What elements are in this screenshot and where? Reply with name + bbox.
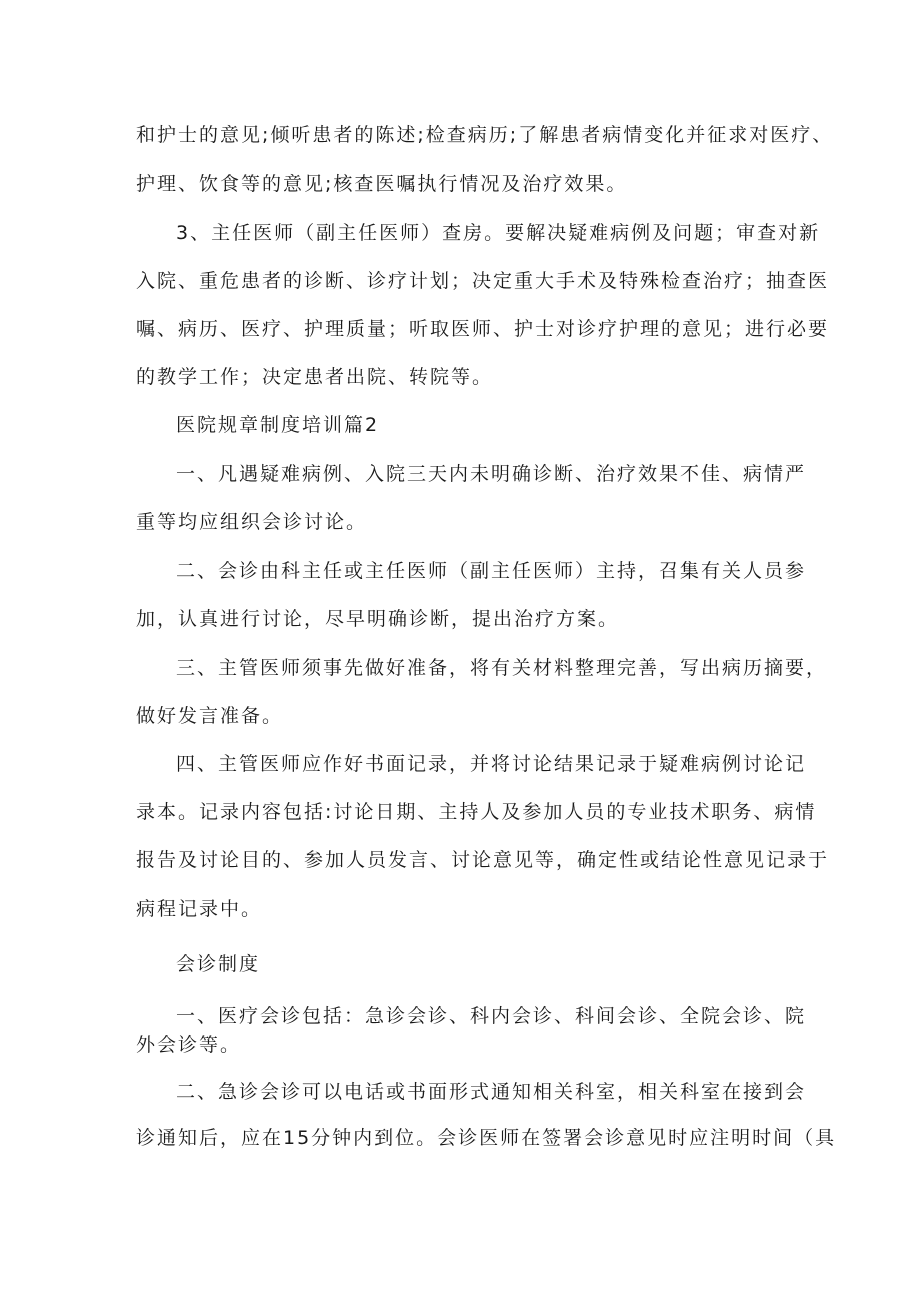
text-line: 二、急诊会诊可以电话或书面形式通知相关科室，相关科室在接到会 <box>176 1081 807 1103</box>
text-line: 录本。记录内容包括:讨论日期、主持人及参加人员的专业技术职务、病情 <box>136 801 817 823</box>
text-line: 护理、饮食等的意见;核查医嘱执行情况及治疗效果。 <box>136 173 628 195</box>
text-line: 重等均应组织会诊讨论。 <box>136 511 368 533</box>
section-heading: 医院规章制度培训篇2 <box>176 414 380 436</box>
text-line: 外会诊等。 <box>136 1034 242 1056</box>
text-line: 嘱、病历、医疗、护理质量；听取医师、护士对诊疗护理的意见；进行必要 <box>136 318 830 340</box>
text-line: 和护士的意见;倾听患者的陈述;检查病历;了解患者病情变化并征求对医疗、 <box>136 124 834 146</box>
text-line: 病程记录中。 <box>136 898 263 920</box>
section-heading: 会诊制度 <box>176 953 261 975</box>
text-line: 3、主任医师（副主任医师）查房。要解决疑难病例及问题；审查对新 <box>176 222 821 244</box>
text-line: 入院、重危患者的诊断、诊疗计划；决定重大手术及特殊检查治疗；抽查医 <box>136 270 830 292</box>
text-line: 三、主管医师须事先做好准备，将有关材料整理完善，写出病历摘要， <box>176 657 828 679</box>
text-line: 一、医疗会诊包括：急诊会诊、科内会诊、科间会诊、全院会诊、院 <box>176 1005 807 1027</box>
text-line: 一、凡遇疑难病例、入院三天内未明确诊断、治疗效果不佳、病情严 <box>176 463 807 485</box>
text-line: 二、会诊由科主任或主任医师（副主任医师）主持，召集有关人员参 <box>176 560 807 582</box>
text-line: 报告及讨论目的、参加人员发言、讨论意见等，确定性或结论性意见记录于 <box>136 849 830 871</box>
text-line: 的教学工作；决定患者出院、转院等。 <box>136 366 494 388</box>
text-line: 诊通知后，应在15分钟内到位。会诊医师在签署会诊意见时应注明时间（具 <box>136 1127 837 1149</box>
text-line: 加，认真进行讨论，尽早明确诊断，提出治疗方案。 <box>136 608 620 630</box>
text-line: 四、主管医师应作好书面记录，并将讨论结果记录于疑难病例讨论记 <box>176 753 807 775</box>
text-line: 做好发言准备。 <box>136 705 284 727</box>
